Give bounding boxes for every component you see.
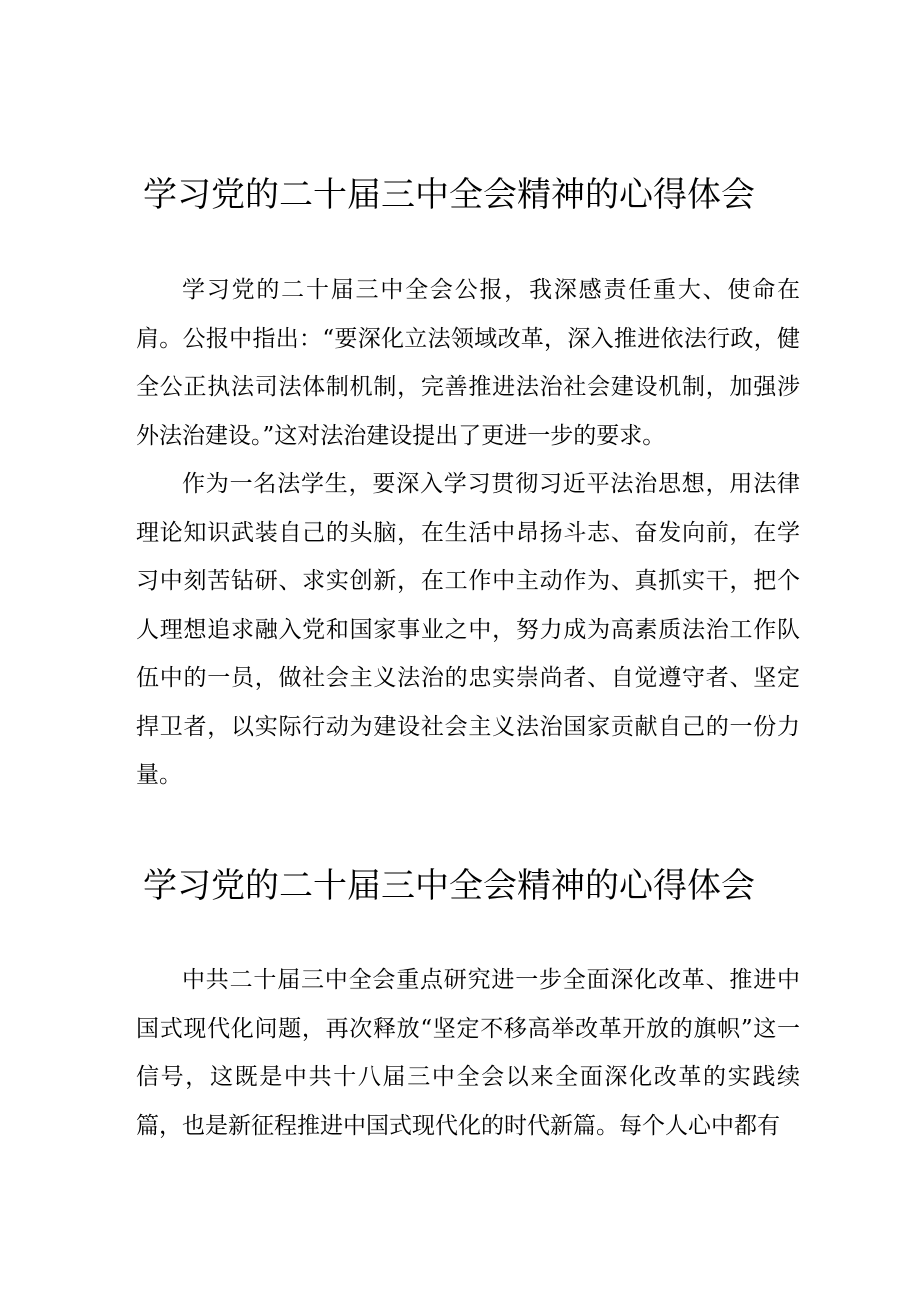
section-title: 学习党的二十届三中全会精神的心得体会 bbox=[143, 866, 755, 906]
section-title: 学习党的二十届三中全会精神的心得体会 bbox=[143, 175, 755, 215]
paragraph: 作为一名法学生，要深入学习贯彻习近平法治思想，用法律理论知识武装自己的头脑，在生活中昂扬斗志、奋发向前，在学习中刻苦钻研、求实创新，在工作中主动作为、真抓实干，把个人理想追求融入党和国家事业之中，努力成为高素质法治工作队伍中的一员，做社会主义法治的忠实崇尚者、自觉遵守者、坚定捍卫者，以实际行动为建设社会主义法治国家贡献自己的一份力量。 bbox=[136, 471, 800, 788]
paragraph: 中共二十届三中全会重点研究进一步全面深化改革、推进中国式现代化问题，再次释放“坚定不移高举改革开放的旗帜”这一信号，这既是中共十八届三中全会以来全面深化改革的实践续篇，也是新征程推进中国式现代化的时代新篇。每个人心中都有 bbox=[136, 967, 800, 1139]
paragraph: 学习党的二十届三中全会公报，我深感责任重大、使命在肩。公报中指出：“要深化立法领域改革，深入推进依法行政，健全公正执法司法体制机制，完善推进法治社会建设机制，加强涉外法治建设。”这对法治建设提出了更进一步的要求。 bbox=[136, 277, 800, 449]
